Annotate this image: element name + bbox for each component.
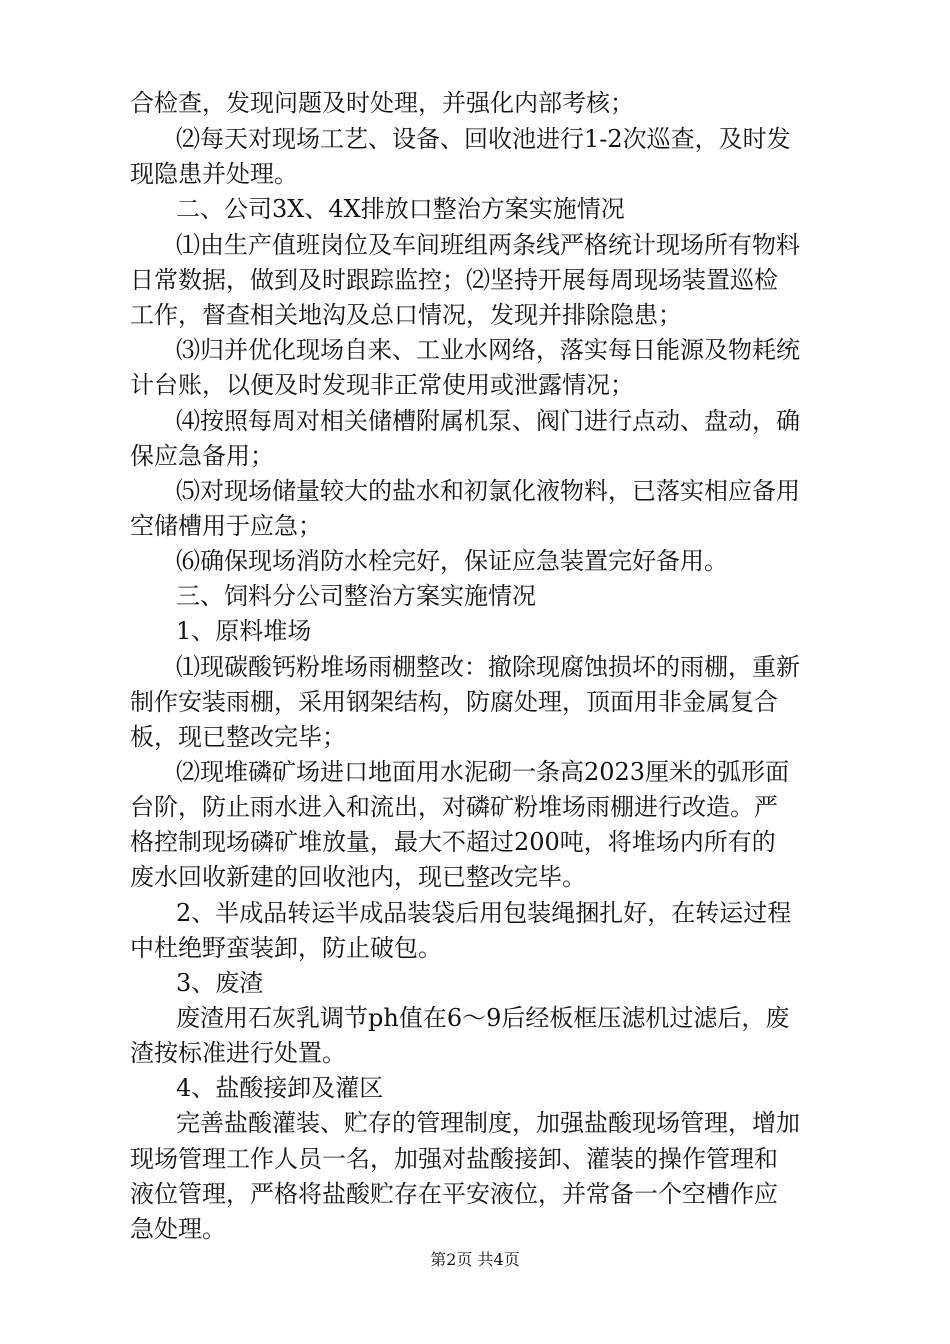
text-line: 格控制现场磷矿堆放量，最大不超过200吨，将堆场内所有的 [130, 828, 776, 856]
text-line: 完善盐酸灌装、贮存的管理制度，加强盐酸现场管理，增加 [176, 1109, 800, 1137]
text-line: ⑹确保现场消防水栓完好，保证应急装置完好备用。 [176, 547, 728, 575]
section-heading: 三、饲料分公司整治方案实施情况 [176, 582, 536, 610]
text-line: 保应急备用； [130, 442, 274, 470]
text-line: ⑵现堆磷矿场进口地面用水泥砌一条高2023厘米的弧形面 [176, 758, 790, 786]
text-line: 废渣用石灰乳调节ph值在6～9后经板框压滤机过滤后，废 [176, 1004, 790, 1032]
text-line: 台阶，防止雨水进入和流出，对磷矿粉堆场雨棚进行改造。严 [130, 793, 778, 821]
text-line: 日常数据，做到及时跟踪监控；⑵坚持开展每周现场装置巡检 [130, 266, 778, 294]
text-line: ⑸对现场储量较大的盐水和初氯化液物料，已落实相应备用 [176, 477, 800, 505]
text-line: 工作，督查相关地沟及总口情况，发现并排除隐患； [130, 301, 682, 329]
text-line: ⑴现碳酸钙粉堆场雨棚整改：撤除现腐蚀损坏的雨棚，重新 [176, 653, 800, 681]
text-line: ⑵每天对现场工艺、设备、回收池进行1-2次巡查，及时发 [176, 125, 791, 153]
text-line: 制作安装雨棚，采用钢架结构，防腐处理，顶面用非金属复合 [130, 688, 778, 716]
text-line: 2、半成品转运半成品装袋后用包装绳捆扎好，在转运过程 [176, 899, 792, 927]
text-line: ⑷按照每周对相关储槽附属机泵、阀门进行点动、盘动，确 [176, 407, 800, 435]
text-line: 空储槽用于应急； [130, 512, 322, 540]
text-line: 合检查，发现问题及时处理，并强化内部考核； [130, 89, 634, 117]
text-line: 现隐患并处理。 [130, 160, 298, 188]
text-line: 废水回收新建的回收池内，现已整改完毕。 [130, 863, 586, 891]
section-heading: 二、公司3X、4X排放口整治方案实施情况 [176, 195, 625, 223]
page-indicator: 第2页 共4页 [430, 1250, 520, 1269]
text-line: 中杜绝野蛮装卸，防止破包。 [130, 934, 442, 962]
text-line: 现场管理工作人员一名，加强对盐酸接卸、灌装的操作管理和 [130, 1145, 778, 1173]
subsection-heading: 3、废渣 [176, 969, 264, 997]
text-line: ⑴由生产值班岗位及车间班组两条线严格统计现场所有物料 [176, 231, 800, 259]
text-line: 计台账，以便及时发现非正常使用或泄露情况； [130, 371, 634, 399]
text-line: 急处理。 [130, 1215, 226, 1243]
text-line: 渣按标准进行处置。 [130, 1039, 346, 1067]
subsection-heading: 1、原料堆场 [176, 617, 312, 645]
text-line: 液位管理，严格将盐酸贮存在平安液位，并常备一个空槽作应 [130, 1180, 778, 1208]
text-line: 板，现已整改完毕； [130, 723, 346, 751]
text-line: ⑶归并优化现场自来、工业水网络，落实每日能源及物耗统 [176, 336, 800, 364]
subsection-heading: 4、盐酸接卸及灌区 [176, 1074, 384, 1102]
